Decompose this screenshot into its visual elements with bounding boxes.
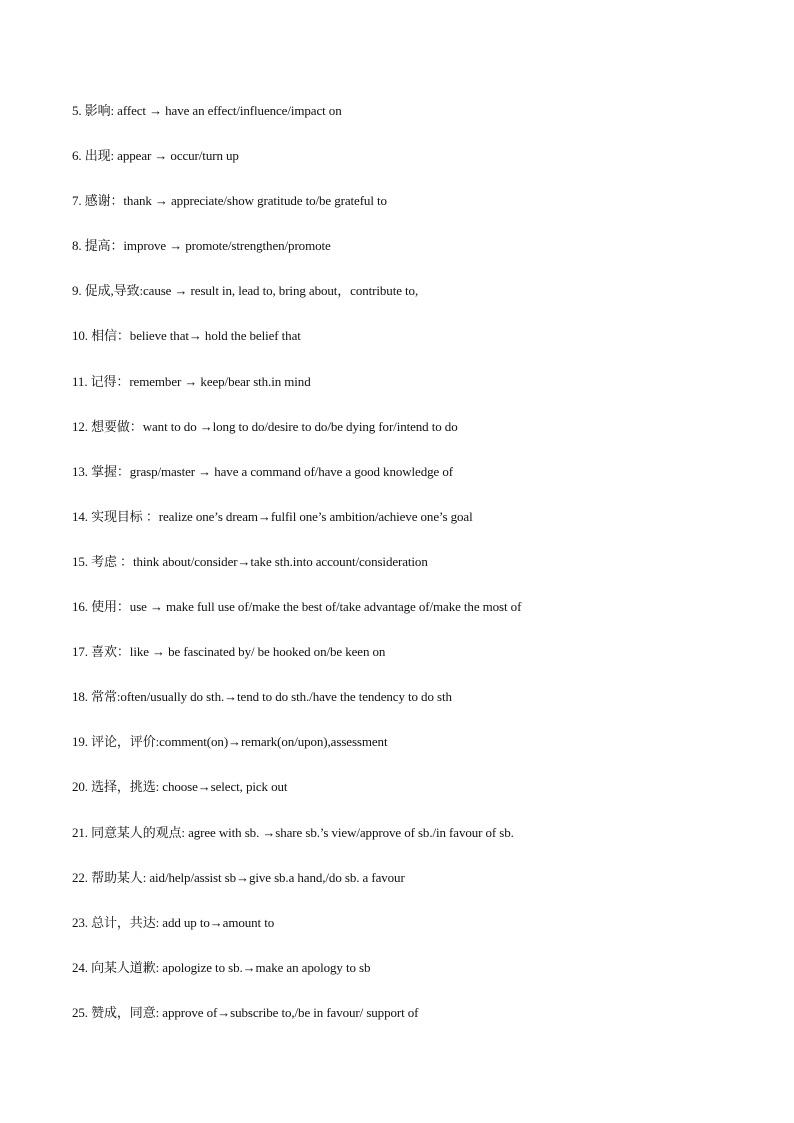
item-text: 选择，挑选: choose→select, pick out: [91, 779, 288, 795]
item-text: 评论，评价:comment(on)→remark(on/upon),assessment: [91, 734, 388, 750]
item-number: 25.: [72, 1004, 88, 1020]
list-item: [72, 507, 762, 552]
item-text: 向某人道歉: apologize to sb.→make an apology to sb: [91, 959, 371, 975]
item-number: 12.: [72, 418, 88, 434]
item-number: 7.: [72, 193, 82, 209]
list-item: [72, 101, 762, 146]
item-number: 20.: [72, 779, 88, 795]
list-item: [72, 462, 762, 507]
item-text: 使用：use → make full use of/make the best of/take advantage of/make the most of: [91, 599, 522, 615]
item-number: 15.: [72, 553, 88, 569]
item-number: 6.: [72, 148, 82, 164]
list-item: [72, 597, 762, 642]
list-item: [72, 777, 762, 822]
item-text: 感谢：thank → appreciate/show gratitude to/be grateful to: [84, 193, 387, 209]
item-number: 19.: [72, 734, 88, 750]
item-number: 16.: [72, 599, 88, 615]
list-item: [72, 191, 762, 236]
item-number: 22.: [72, 869, 88, 885]
list-item: [72, 732, 762, 777]
list-item: [72, 913, 762, 958]
item-number: 11.: [72, 373, 88, 389]
item-text: 常常:often/usually do sth.→tend to do sth./have the tendency to do sth: [91, 689, 452, 705]
list-item: [72, 687, 762, 732]
item-text: 同意某人的观点: agree with sb. →share sb.’s view/approve of sb./in favour of sb.: [91, 824, 514, 840]
item-text: 掌握：grasp/master → have a command of/have a good knowledge of: [91, 463, 453, 479]
list-item: [72, 823, 762, 868]
item-number: 5.: [72, 103, 82, 118]
item-text: 相信：believe that→ hold the belief that: [91, 328, 301, 344]
list-item: [72, 417, 762, 462]
item-number: 23.: [72, 914, 88, 930]
list-item: [72, 146, 762, 191]
list-item: [72, 552, 762, 597]
item-text: 促成,导致:cause → result in, lead to, bring about，contribute to,: [84, 283, 419, 299]
item-text: 影响: affect → have an effect/influence/impact on: [84, 103, 342, 118]
item-text: 赞成，同意: approve of→subscribe to,/be in favour/ support of: [91, 1004, 419, 1020]
item-text: 提高：improve → promote/strengthen/promote: [84, 238, 331, 254]
item-number: 9.: [72, 283, 82, 299]
list-item: [72, 372, 762, 417]
item-text: 喜欢：like → be fascinated by/ be hooked on/be keen on: [91, 644, 386, 660]
item-number: 14.: [72, 508, 88, 524]
list-item: [72, 642, 762, 687]
item-text: 记得：remember → keep/bear sth.in mind: [90, 373, 311, 389]
item-number: 24.: [72, 959, 88, 975]
item-text: 考虑 ：think about/consider→take sth.into account/consideration: [91, 553, 428, 569]
item-number: 17.: [72, 644, 88, 660]
item-number: 18.: [72, 689, 88, 705]
item-text: 出现: appear → occur/turn up: [84, 148, 239, 164]
item-number: 10.: [72, 328, 88, 344]
item-number: 13.: [72, 463, 88, 479]
list-item: [72, 1003, 762, 1048]
phrase-list: [72, 101, 762, 1048]
item-number: 8.: [72, 238, 82, 254]
item-number: 21.: [72, 824, 88, 840]
item-text: 帮助某人: aid/help/assist sb→give sb.a hand,/do sb. a favour: [91, 869, 405, 885]
item-text: 实现目标 ：realize one’s dream→fulfil one’s ambition/achieve one’s goal: [91, 508, 473, 524]
list-item: [72, 326, 762, 371]
list-item: [72, 868, 762, 913]
list-item: [72, 281, 762, 326]
list-item: [72, 958, 762, 1003]
list-item: [72, 236, 762, 281]
item-text: 总计，共达: add up to→amount to: [91, 914, 275, 930]
item-text: 想要做：want to do →long to do/desire to do/be dying for/intend to do: [91, 418, 458, 434]
